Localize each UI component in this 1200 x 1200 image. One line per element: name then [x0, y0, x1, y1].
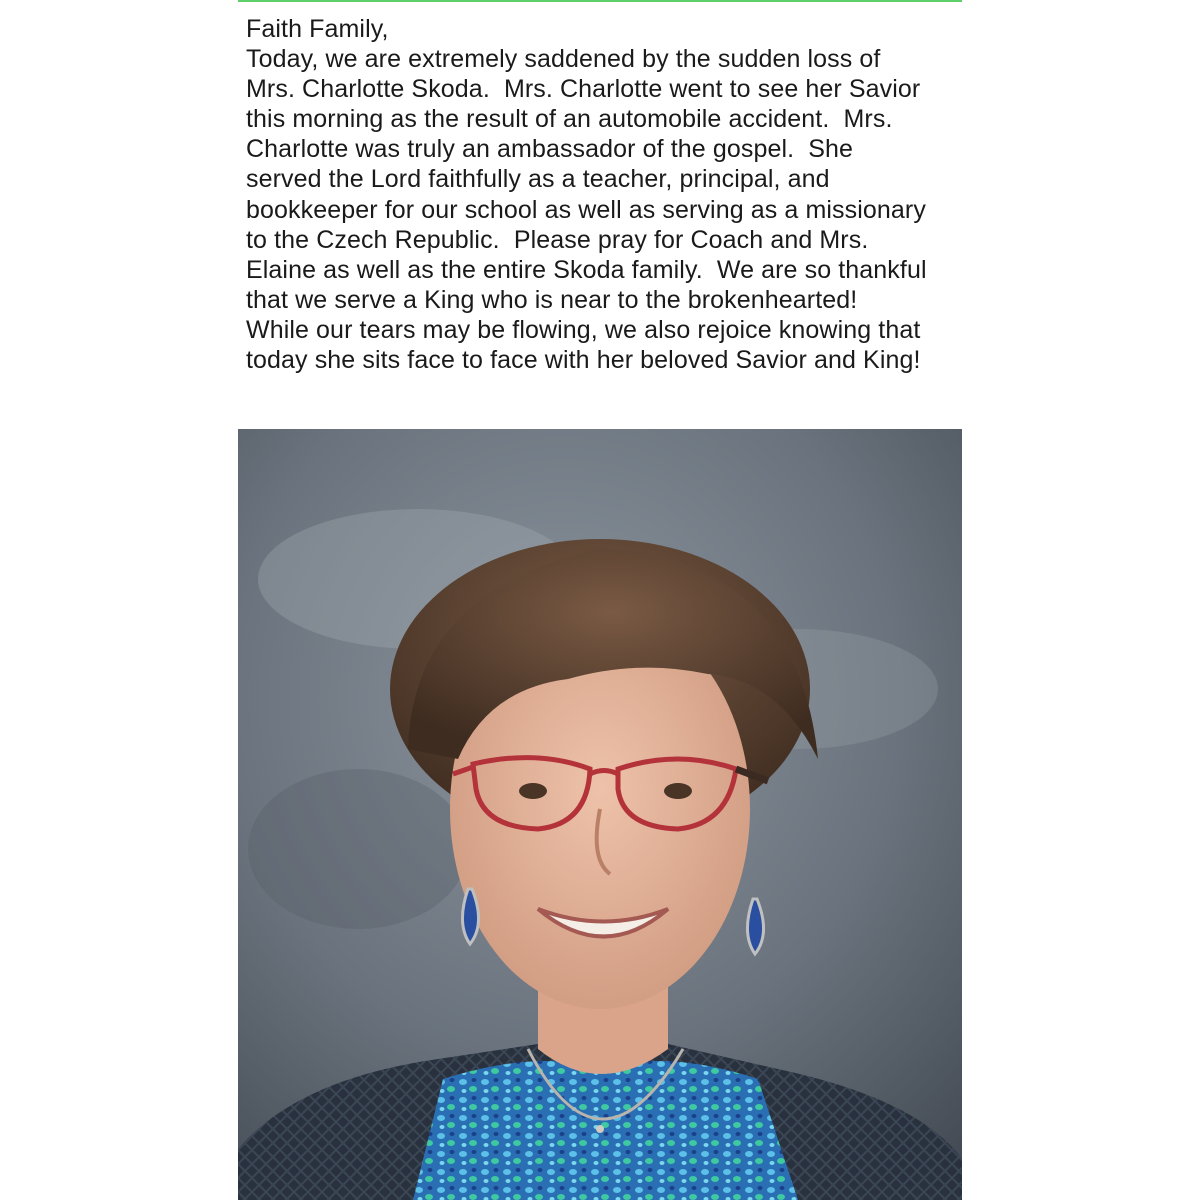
portrait-icon	[238, 429, 962, 1200]
post-line: Faith Family,	[246, 15, 389, 43]
post-line: Today, we are extremely saddened by the sudden loss of	[246, 45, 881, 74]
post-line: Mrs. Charlotte Skoda. Mrs. Charlotte went to see her Savior	[246, 75, 921, 104]
post-accent-bar	[238, 0, 962, 2]
portrait-photo	[238, 429, 962, 1200]
post-line: to the Czech Republic. Please pray for Coach and Mrs.	[246, 225, 869, 254]
post-card	[238, 0, 962, 1200]
post-line: While our tears may be flowing, we also rejoice knowing that	[246, 315, 921, 344]
post-body-text	[246, 14, 962, 375]
post-line: served the Lord faithfully as a teacher, principal, and	[246, 165, 830, 194]
post-line: this morning as the result of an automobile accident. Mrs.	[246, 105, 893, 134]
post-line: Charlotte was truly an ambassador of the gospel. She	[246, 135, 854, 164]
post-line: Elaine as well as the entire Skoda family. We are so thankful	[246, 255, 927, 284]
post-line: that we serve a King who is near to the brokenhearted!	[246, 285, 858, 314]
post-line: today she sits face to face with her beloved Savior and King!	[246, 346, 921, 375]
post-line: bookkeeper for our school as well as serving as a missionary	[246, 195, 926, 224]
